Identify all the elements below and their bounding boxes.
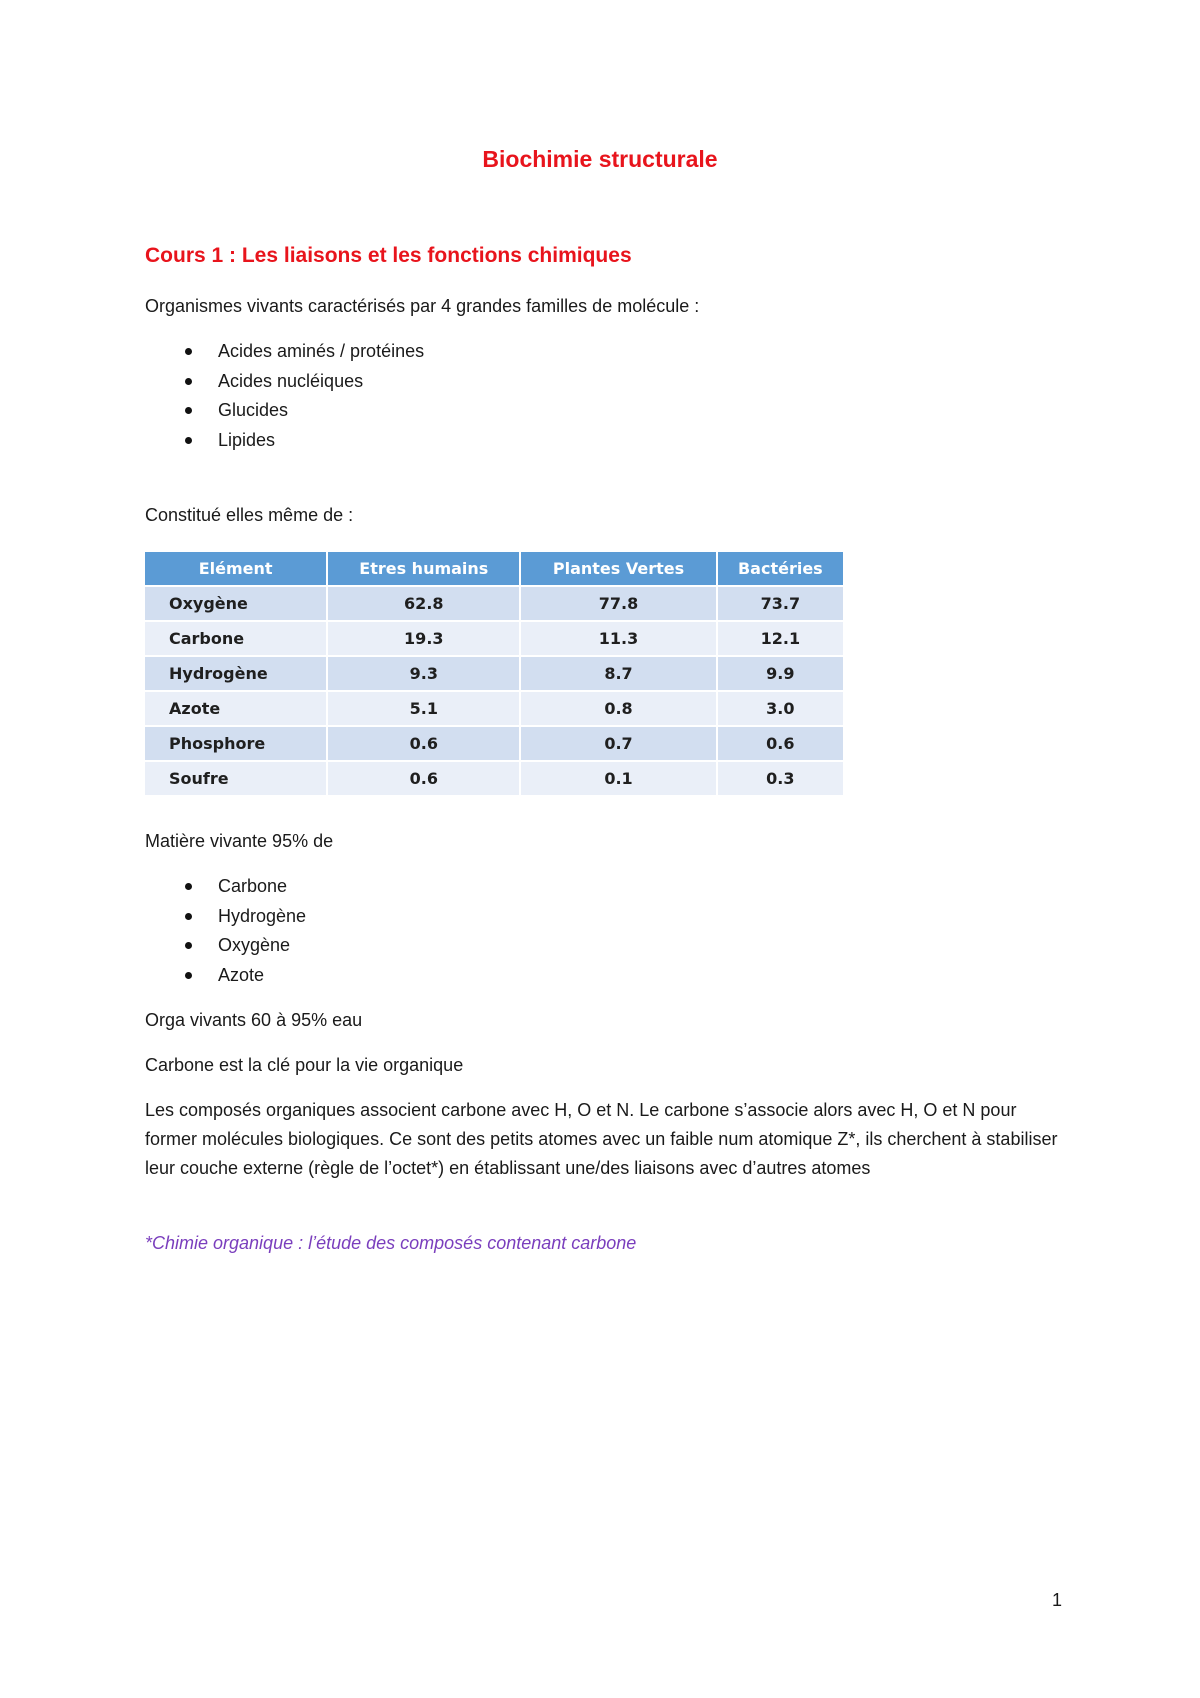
list-item: Acides nucléiques (180, 367, 424, 397)
table-header-cell: Bactéries (717, 552, 843, 586)
table-cell: 0.6 (327, 761, 520, 795)
table-cell: 0.1 (520, 761, 716, 795)
organic-chemistry-note: *Chimie organique : l’étude des composés contenant carbone (145, 1233, 637, 1253)
bullet-icon (185, 883, 192, 890)
table-cell: 0.3 (717, 761, 843, 795)
carbon-line: Carbone est la clé pour la vie organique (145, 1055, 464, 1075)
table-row (145, 726, 843, 761)
table-cell: Oxygène (145, 586, 327, 621)
list-item: Lipides (180, 426, 424, 456)
list-item: Carbone (180, 872, 306, 902)
table-cell: 9.9 (717, 656, 843, 691)
table-cell: Soufre (145, 761, 327, 795)
table-cell: Hydrogène (145, 656, 327, 691)
matter-intro: Matière vivante 95% de (145, 831, 334, 851)
water-line: Orga vivants 60 à 95% eau (145, 1010, 363, 1030)
elements-table (145, 552, 843, 795)
table-cell: 11.3 (520, 621, 716, 656)
matter-elements-list (180, 872, 306, 990)
table-header-cell: Etres humains (327, 552, 520, 586)
bullet-icon (185, 913, 192, 920)
table-cell: 62.8 (327, 586, 520, 621)
bullet-icon (185, 407, 192, 414)
course-heading: Cours 1 : Les liaisons et les fonctions chimiques (145, 244, 632, 267)
list-item: Glucides (180, 396, 424, 426)
table-row (145, 656, 843, 691)
table-cell: Carbone (145, 621, 327, 656)
table-cell: 5.1 (327, 691, 520, 726)
bullet-icon (185, 972, 192, 979)
list-item: Azote (180, 961, 306, 991)
table-cell: 8.7 (520, 656, 716, 691)
bullet-icon (185, 942, 192, 949)
table-cell: 0.7 (520, 726, 716, 761)
table-cell: Phosphore (145, 726, 327, 761)
table-row (145, 586, 843, 621)
page-number: 1 (1052, 1590, 1063, 1610)
table-cell: 0.8 (520, 691, 716, 726)
table-header-cell: Plantes Vertes (520, 552, 716, 586)
bullet-icon (185, 348, 192, 355)
document-title: Biochimie structurale (482, 146, 718, 172)
table-cell: 9.3 (327, 656, 520, 691)
table-cell: 12.1 (717, 621, 843, 656)
table-row (145, 761, 843, 795)
organic-compounds-paragraph: Les composés organiques associent carbone avec H, O et N. Le carbone s’associe alors avec H, O et N pour former molécules biologiques. Ce sont des petits atomes avec un faible num atomique Z*, ils cherchent à stabiliser leur couche externe (règle de l’octet*) en établissant une/des liaisons avec d’autres atomes (145, 1100, 1058, 1178)
intro-paragraph: Organismes vivants caractérisés par 4 grandes familles de molécule : (145, 296, 700, 316)
table-header-cell: Elément (145, 552, 327, 586)
table-cell: 19.3 (327, 621, 520, 656)
table-cell: 0.6 (717, 726, 843, 761)
constituted-paragraph: Constitué elles même de : (145, 505, 354, 525)
table-cell: 3.0 (717, 691, 843, 726)
bullet-icon (185, 378, 192, 385)
list-item: Acides aminés / protéines (180, 337, 424, 367)
table-row (145, 621, 843, 656)
table-row (145, 691, 843, 726)
table-cell: Azote (145, 691, 327, 726)
list-item: Oxygène (180, 931, 306, 961)
list-item: Hydrogène (180, 902, 306, 932)
table-cell: 0.6 (327, 726, 520, 761)
table-cell: 73.7 (717, 586, 843, 621)
table-cell: 77.8 (520, 586, 716, 621)
families-list (180, 337, 424, 455)
bullet-icon (185, 437, 192, 444)
table-header-row (145, 552, 843, 586)
